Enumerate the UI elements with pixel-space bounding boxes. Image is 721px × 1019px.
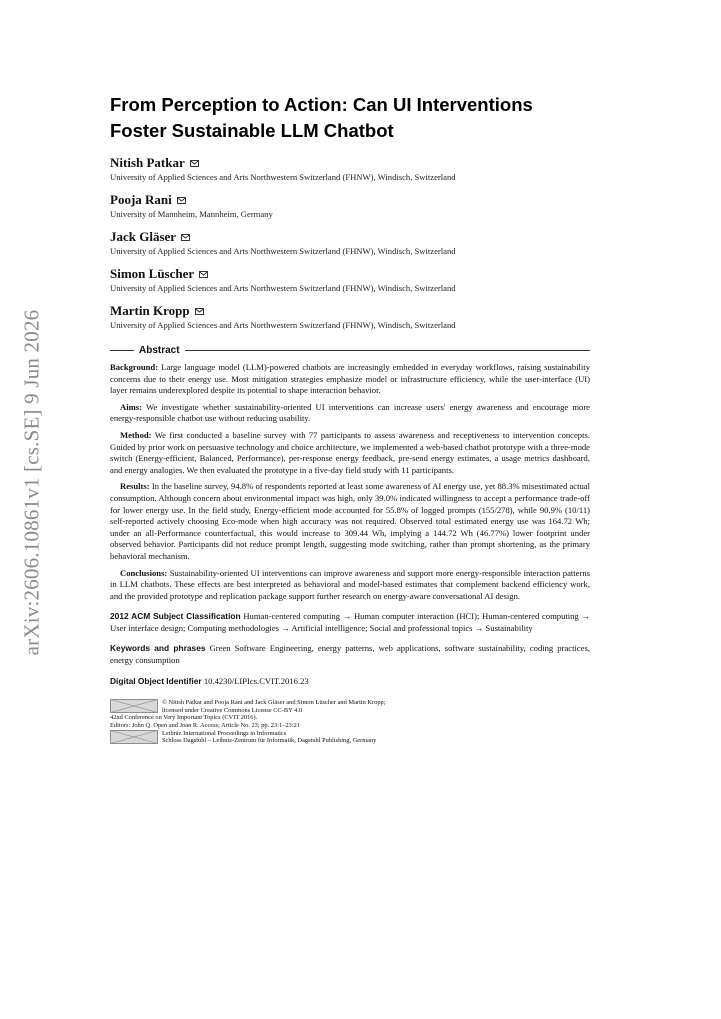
license-publisher: Schloss Dagstuhl – Leibniz-Zentrum für Informatik, Dagstuhl Publishing, Germany	[162, 737, 377, 745]
envelope-icon[interactable]	[177, 197, 186, 204]
author-entry	[110, 300, 590, 331]
doi-text[interactable]: 10.4230/LIPIcs.CVIT.2016.23	[203, 675, 309, 686]
author-affiliation: University of Applied Sciences and Arts Northwestern Switzerland (FHNW), Windisch, Switzerland	[110, 283, 456, 293]
acm-label: 2012 ACM Subject Classification	[110, 611, 241, 622]
envelope-icon[interactable]	[190, 160, 199, 167]
title-line-1: From Perception to Action: Can UI Interventions	[110, 94, 533, 115]
results-text: In the baseline survey, 94.8% of respondents reported at least some awareness of AI energy use, yet 88.3% misestimated actual consumption. Although concern about environmental impact was high, only 39.0% indicated willingness to accept a performance trade-off for lower energy use. In the field study, Energy-efficient mode accounted for 55.8% of logged prompts (155/278), while 90.9% (10/11) self-reported actively choosing Eco-mode when high accuracy was not required. Observed total estimated energy use was 164.72 Wh; under an all-Performance counterfactual, this would increase to 309.44 Wh, implying a 144.72 Wh (46.77%) lower footprint under observed behavior. Participants did not reduce prompt length, suggesting mode switching, rather than prompt shortening, as the primary behavioral mechanism.	[110, 481, 590, 561]
license-line: licensed under Creative Commons License CC-BY 4.0	[162, 706, 303, 714]
author-entry	[110, 263, 590, 294]
abstract-header	[110, 345, 590, 356]
background-label: Background:	[110, 362, 159, 372]
aims-text: We investigate whether sustainability-oriented UI interventions can increase users' energy awareness and encourage more energy-responsible chatbot use without reducing usability.	[110, 401, 590, 424]
abstract-background	[110, 362, 590, 397]
acm-text: Human-centered computing → Human computer interaction (HCI); Human-centered computing → User interface design; Computing methodologies → Artificial intelligence; Social and professional topics → Sustainability	[110, 611, 590, 633]
license-conference: 42nd Conference on Very Important Topics (CVIT 2016).	[110, 714, 258, 722]
abstract-aims	[110, 402, 590, 425]
abstract-method	[110, 430, 590, 476]
lipics-logo-icon	[110, 730, 158, 744]
author-name: Nitish Patkar	[110, 155, 185, 170]
abstract-heading: Abstract	[139, 345, 180, 356]
license-block	[110, 699, 590, 745]
keywords-label: Keywords and phrases	[110, 643, 206, 654]
envelope-icon[interactable]	[195, 308, 204, 315]
background-text: Large language model (LLM)-powered chatbots are increasingly embedded in everyday workflows, raising sustainability concerns due to their energy use. Most mitigation strategies emphasize model or infrastructure efficiency, while the user-interface (UI) layer remains underexplored despite its potential to shape interaction behavior.	[110, 362, 590, 396]
paper-title	[110, 92, 590, 144]
cc-by-badge-icon[interactable]	[110, 699, 158, 713]
author-entry	[110, 152, 590, 183]
author-affiliation: University of Applied Sciences and Arts Northwestern Switzerland (FHNW), Windisch, Switzerland	[110, 172, 456, 182]
keywords	[110, 643, 590, 666]
author-affiliation: University of Mannheim, Mannheim, Germany	[110, 209, 273, 219]
license-copyright: © Nitish Patkar and Pooja Rani and Jack Gläser and Simon Lüscher and Martin Kropp;	[162, 699, 386, 707]
arxiv-sidebar	[12, 305, 52, 659]
doi-label: Digital Object Identifier	[110, 675, 202, 686]
arxiv-identifier[interactable]: arXiv:2606.10861v1 [cs.SE] 9 Jun 2026	[19, 309, 44, 655]
method-label: Method:	[120, 429, 152, 440]
license-lipics: Leibniz International Proceedings in Informatics	[162, 729, 287, 737]
envelope-icon[interactable]	[199, 271, 208, 278]
method-text: We first conducted a baseline survey with 77 participants to assess awareness and receptiveness to intervention concepts. Guided by prior work on persuasive technology and choice architecture, we implemented a web-based chatbot prototype with a three-mode switch (Energy-efficient, Balanced, Performance), per-response energy feedback, pre-send energy estimates, a usage metrics dashboard, and energy analogies. We then evaluated the prototype in a five-day field study with 11 participants.	[110, 429, 590, 475]
author-affiliation: University of Applied Sciences and Arts Northwestern Switzerland (FHNW), Windisch, Switzerland	[110, 320, 456, 330]
acm-classification	[110, 611, 590, 634]
results-label: Results:	[120, 481, 150, 492]
author-affiliation: University of Applied Sciences and Arts Northwestern Switzerland (FHNW), Windisch, Switzerland	[110, 246, 456, 256]
author-name: Martin Kropp	[110, 303, 190, 318]
aims-label: Aims:	[120, 401, 142, 412]
envelope-icon[interactable]	[181, 234, 190, 241]
title-line-2: Foster Sustainable LLM Chatbot	[110, 120, 394, 141]
abstract-rule-right	[185, 350, 590, 351]
paper-content	[110, 92, 590, 745]
author-list	[110, 152, 590, 331]
abstract-conclusions	[110, 568, 590, 603]
doi	[110, 676, 590, 688]
author-name: Jack Gläser	[110, 229, 177, 244]
abstract-results	[110, 481, 590, 562]
conclusions-label: Conclusions:	[120, 567, 168, 578]
conclusions-text: Sustainability-oriented UI interventions can improve awareness and support more energy-responsible interaction patterns in LLM chatbots. These effects are best interpreted as behavioral and model-based estimates that complement backend efficiency work, and the provided prototype and replication package support further research on energy-aware conversational AI design.	[110, 567, 590, 601]
author-name: Simon Lüscher	[110, 266, 195, 281]
author-entry	[110, 189, 590, 220]
license-editors: Editors: John Q. Open and Joan R. Access; Article No. 23; pp. 23:1–23:21	[110, 722, 300, 730]
author-name: Pooja Rani	[110, 192, 172, 207]
abstract-rule-left	[110, 350, 134, 351]
keywords-text: Green Software Engineering, energy patterns, web applications, software sustainability, coding practices, energy consumption	[110, 643, 590, 666]
author-entry	[110, 226, 590, 257]
